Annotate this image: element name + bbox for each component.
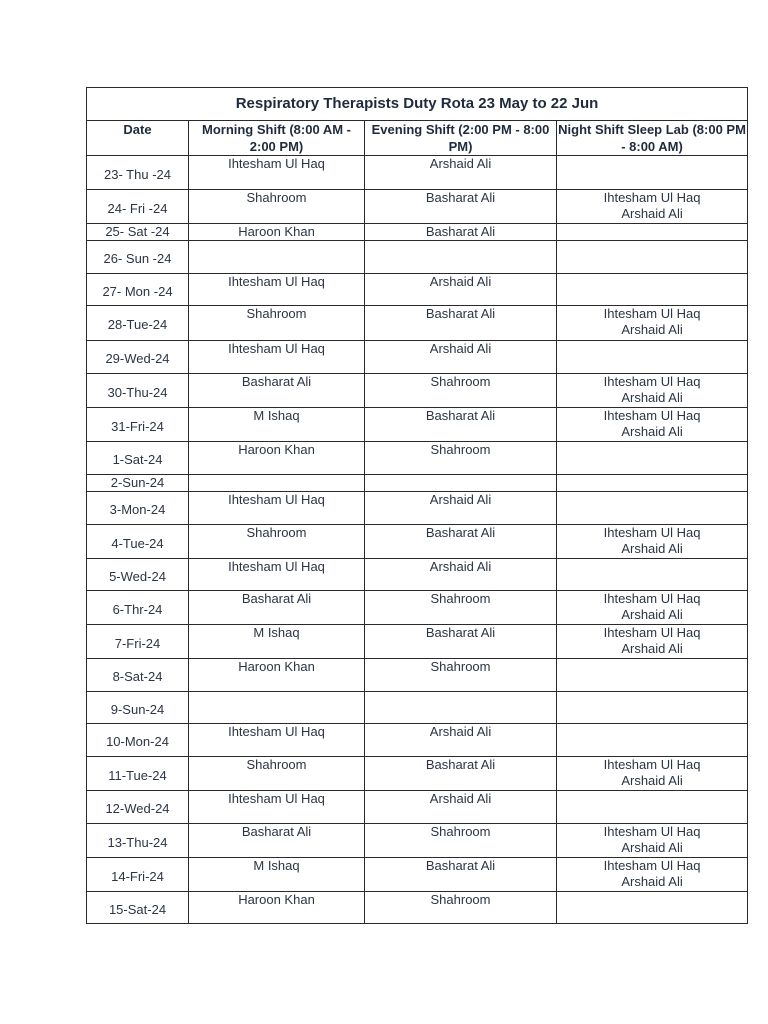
morning-shift-cell (189, 492, 365, 525)
morning-shift-cell (189, 757, 365, 791)
morning-shift-cell (189, 306, 365, 341)
morning-shift-cell (189, 341, 365, 374)
therapist-name: M Ishaq (253, 858, 300, 873)
therapist-name: Shahroom (430, 892, 491, 907)
morning-shift-cell (189, 692, 365, 724)
therapist-name: Arshaid Ali (621, 874, 683, 889)
morning-shift-cell (189, 724, 365, 757)
date-cell: 6-Thr-24 (87, 591, 189, 625)
therapist-name: Basharat Ali (425, 190, 496, 205)
therapist-name: Basharat Ali (425, 858, 496, 873)
therapist-name: Arshaid Ali (429, 492, 492, 507)
therapist-name: Ihtesham Ul Haq (603, 757, 701, 772)
therapist-name: Ihtesham Ul Haq (228, 156, 325, 171)
therapist-name: Arshaid Ali (429, 156, 492, 171)
therapist-name: Ihtesham Ul Haq (228, 791, 325, 806)
evening-shift-cell (365, 408, 557, 442)
evening-shift-cell (365, 241, 557, 274)
therapist-name: Ihtesham Ul Haq (603, 858, 701, 873)
date-cell: 24- Fri -24 (87, 190, 189, 224)
date-cell: 1-Sat-24 (87, 442, 189, 475)
morning-shift-cell (189, 858, 365, 892)
evening-shift-cell (365, 858, 557, 892)
therapist-name: Shahroom (246, 306, 307, 321)
evening-shift-cell (365, 892, 557, 924)
therapist-name: Shahroom (246, 757, 307, 772)
table-row (87, 858, 748, 892)
evening-shift-cell (365, 724, 557, 757)
night-shift-cell (557, 824, 748, 858)
morning-shift-cell (189, 408, 365, 442)
table-row (87, 492, 748, 525)
morning-shift-cell (189, 525, 365, 559)
night-shift-cell (557, 559, 748, 591)
evening-shift-cell (365, 475, 557, 492)
date-cell: 26- Sun -24 (87, 241, 189, 274)
therapist-name: Basharat Ali (425, 306, 496, 321)
night-shift-cell (557, 892, 748, 924)
table-row (87, 475, 748, 492)
header-row (87, 121, 748, 156)
date-cell: 14-Fri-24 (87, 858, 189, 892)
date-cell: 29-Wed-24 (87, 341, 189, 374)
morning-shift-cell (189, 241, 365, 274)
title-row (87, 88, 748, 121)
night-shift-cell (557, 374, 748, 408)
evening-shift-cell (365, 190, 557, 224)
therapist-name: Basharat Ali (425, 525, 496, 540)
therapist-name: Arshaid Ali (621, 840, 683, 855)
evening-shift-cell (365, 341, 557, 374)
evening-shift-cell (365, 692, 557, 724)
evening-shift-cell (365, 492, 557, 525)
night-shift-cell (557, 442, 748, 475)
night-shift-cell (557, 692, 748, 724)
evening-shift-cell (365, 625, 557, 659)
table-row (87, 190, 748, 224)
therapist-name: Ihtesham Ul Haq (228, 274, 325, 289)
therapist-name: Shahroom (430, 659, 491, 674)
morning-shift-cell (189, 625, 365, 659)
morning-shift-cell (189, 442, 365, 475)
date-cell: 25- Sat -24 (87, 224, 189, 241)
morning-shift-cell (189, 591, 365, 625)
therapist-name: Ihtesham Ul Haq (228, 341, 325, 356)
therapist-name: Arshaid Ali (621, 641, 683, 656)
date-cell: 15-Sat-24 (87, 892, 189, 924)
date-cell: 30-Thu-24 (87, 374, 189, 408)
date-cell: 10-Mon-24 (87, 724, 189, 757)
table-row (87, 442, 748, 475)
therapist-name: Basharat Ali (425, 625, 496, 640)
table-row (87, 224, 748, 241)
therapist-name: Arshaid Ali (621, 322, 683, 337)
therapist-name: Ihtesham Ul Haq (603, 591, 701, 606)
night-shift-cell (557, 156, 748, 190)
therapist-name: Ihtesham Ul Haq (603, 525, 701, 540)
table-row (87, 692, 748, 724)
table-row (87, 724, 748, 757)
date-cell: 11-Tue-24 (87, 757, 189, 791)
night-shift-cell (557, 241, 748, 274)
table-row (87, 156, 748, 190)
date-cell: 12-Wed-24 (87, 791, 189, 824)
date-cell: 28-Tue-24 (87, 306, 189, 341)
night-shift-cell (557, 724, 748, 757)
therapist-name: Arshaid Ali (621, 390, 683, 405)
date-cell: 9-Sun-24 (87, 692, 189, 724)
header-evening-shift: Evening Shift (2:00 PM - 8:00 PM) (365, 121, 557, 156)
date-cell: 23- Thu -24 (87, 156, 189, 190)
therapist-name: Shahroom (246, 190, 307, 205)
therapist-name: Shahroom (430, 442, 491, 457)
therapist-name: Shahroom (430, 824, 491, 839)
therapist-name: Arshaid Ali (429, 341, 492, 356)
therapist-name: Ihtesham Ul Haq (603, 408, 701, 423)
evening-shift-cell (365, 374, 557, 408)
table-row (87, 892, 748, 924)
date-cell: 2-Sun-24 (87, 475, 189, 492)
night-shift-cell (557, 306, 748, 341)
table-row (87, 306, 748, 341)
table-row (87, 559, 748, 591)
therapist-name: Basharat Ali (425, 408, 496, 423)
evening-shift-cell (365, 156, 557, 190)
therapist-name: Haroon Khan (238, 659, 315, 674)
morning-shift-cell (189, 374, 365, 408)
therapist-name: Arshaid Ali (429, 559, 492, 574)
night-shift-cell (557, 625, 748, 659)
therapist-name: Ihtesham Ul Haq (228, 559, 325, 574)
night-shift-cell (557, 791, 748, 824)
evening-shift-cell (365, 591, 557, 625)
morning-shift-cell (189, 190, 365, 224)
night-shift-cell (557, 591, 748, 625)
table-row (87, 374, 748, 408)
therapist-name: M Ishaq (253, 625, 300, 640)
evening-shift-cell (365, 525, 557, 559)
therapist-name: Arshaid Ali (621, 541, 683, 556)
therapist-name: Basharat Ali (241, 824, 312, 839)
therapist-name: Shahroom (430, 374, 491, 389)
night-shift-cell (557, 659, 748, 692)
therapist-name: Arshaid Ali (621, 206, 683, 221)
evening-shift-cell (365, 442, 557, 475)
table-row (87, 824, 748, 858)
evening-shift-cell (365, 559, 557, 591)
therapist-name: Haroon Khan (238, 892, 315, 907)
date-cell: 27- Mon -24 (87, 274, 189, 306)
night-shift-cell (557, 525, 748, 559)
evening-shift-cell (365, 659, 557, 692)
rota-title: Respiratory Therapists Duty Rota 23 May to 22 Jun (87, 88, 748, 121)
morning-shift-cell (189, 274, 365, 306)
therapist-name: Haroon Khan (238, 442, 315, 457)
table-row (87, 591, 748, 625)
therapist-name: Ihtesham Ul Haq (603, 625, 701, 640)
evening-shift-cell (365, 306, 557, 341)
date-cell: 5-Wed-24 (87, 559, 189, 591)
therapist-name: Shahroom (246, 525, 307, 540)
night-shift-cell (557, 475, 748, 492)
duty-rota-table (86, 87, 748, 924)
morning-shift-cell (189, 659, 365, 692)
table-row (87, 241, 748, 274)
night-shift-cell (557, 224, 748, 241)
table-row (87, 408, 748, 442)
therapist-name: Ihtesham Ul Haq (603, 190, 701, 205)
table-row (87, 341, 748, 374)
header-morning-shift: Morning Shift (8:00 AM - 2:00 PM) (189, 121, 365, 156)
table-row (87, 625, 748, 659)
date-cell: 31-Fri-24 (87, 408, 189, 442)
night-shift-cell (557, 858, 748, 892)
night-shift-cell (557, 492, 748, 525)
therapist-name: Arshaid Ali (621, 607, 683, 622)
therapist-name: Arshaid Ali (621, 773, 683, 788)
therapist-name: M Ishaq (253, 408, 300, 423)
date-cell: 4-Tue-24 (87, 525, 189, 559)
table-row (87, 791, 748, 824)
evening-shift-cell (365, 224, 557, 241)
therapist-name: Ihtesham Ul Haq (603, 374, 701, 389)
therapist-name: Arshaid Ali (429, 791, 492, 806)
night-shift-cell (557, 190, 748, 224)
morning-shift-cell (189, 892, 365, 924)
therapist-name: Ihtesham Ul Haq (603, 824, 701, 839)
evening-shift-cell (365, 791, 557, 824)
therapist-name: Haroon Khan (238, 224, 315, 239)
therapist-name: Basharat Ali (241, 374, 312, 389)
therapist-name: Arshaid Ali (429, 274, 492, 289)
table-row (87, 525, 748, 559)
therapist-name: Arshaid Ali (429, 724, 492, 739)
therapist-name: Basharat Ali (241, 591, 312, 606)
morning-shift-cell (189, 475, 365, 492)
therapist-name: Basharat Ali (425, 757, 496, 772)
night-shift-cell (557, 274, 748, 306)
date-cell: 8-Sat-24 (87, 659, 189, 692)
morning-shift-cell (189, 156, 365, 190)
therapist-name: Basharat Ali (425, 224, 496, 239)
night-shift-cell (557, 757, 748, 791)
morning-shift-cell (189, 224, 365, 241)
date-cell: 3-Mon-24 (87, 492, 189, 525)
header-date: Date (87, 121, 189, 156)
header-night-shift: Night Shift Sleep Lab (8:00 PM - 8:00 AM) (558, 122, 746, 154)
evening-shift-cell (365, 274, 557, 306)
table-row (87, 274, 748, 306)
table-row (87, 757, 748, 791)
date-cell: 13-Thu-24 (87, 824, 189, 858)
therapist-name: Ihtesham Ul Haq (228, 724, 325, 739)
morning-shift-cell (189, 791, 365, 824)
night-shift-cell (557, 341, 748, 374)
morning-shift-cell (189, 824, 365, 858)
night-shift-cell (557, 408, 748, 442)
evening-shift-cell (365, 824, 557, 858)
therapist-name: Shahroom (430, 591, 491, 606)
date-cell: 7-Fri-24 (87, 625, 189, 659)
rota-body (87, 156, 748, 924)
therapist-name: Arshaid Ali (621, 424, 683, 439)
table-row (87, 659, 748, 692)
evening-shift-cell (365, 757, 557, 791)
therapist-name: Ihtesham Ul Haq (603, 306, 701, 321)
therapist-name: Ihtesham Ul Haq (228, 492, 325, 507)
morning-shift-cell (189, 559, 365, 591)
